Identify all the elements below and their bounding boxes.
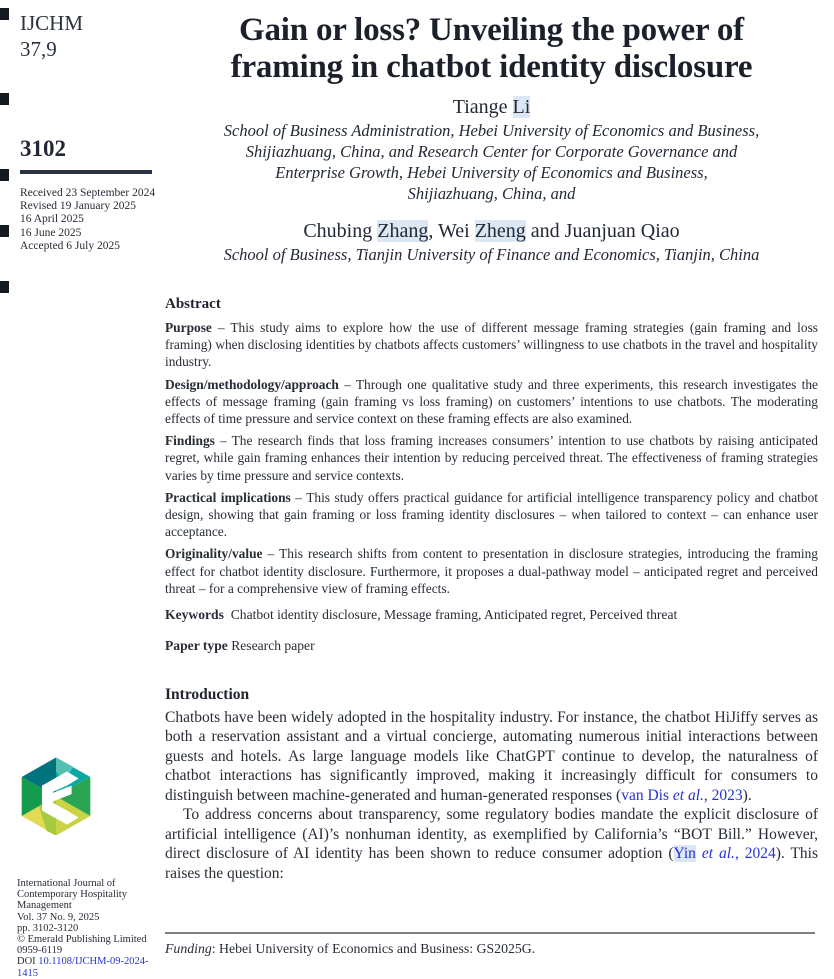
affiliation-line: Shijiazhuang, China, and (407, 184, 576, 203)
abstract-findings (165, 432, 818, 484)
paper-type-value: Research paper (227, 637, 315, 653)
intro-text: ). (742, 786, 752, 804)
intro-text: To address concerns about transparency, some regulatory bodies mandate the explicit disclosure of artificial intelligence (AI)’s nonhuman identity, as exemplified by California’s “BOT Bill.” However, direct disclosure of AI identity has been shown to reduce consumer adoption ( (165, 806, 818, 863)
copyright-line: © Emerald Publishing Limited (17, 934, 147, 946)
introduction-paragraph-1 (165, 708, 818, 806)
abstract-heading: Abstract (165, 296, 221, 312)
article-title-line-2: framing in chatbot identity disclosure (230, 49, 753, 85)
page-edge-mark (0, 281, 9, 293)
author-first-name: , Wei (428, 220, 475, 242)
affiliation-line: School of Business, Tianjin University of Finance and Economics, Tianjin, China (223, 245, 760, 264)
doi-line (17, 956, 167, 978)
author-name-text: and Juanjuan Qiao (525, 220, 680, 242)
author-surname-highlight: Li (512, 96, 531, 118)
page-number-rule (20, 170, 152, 174)
keywords-list: Chatbot identity disclosure, Message framing, Anticipated regret, Perceived threat (223, 607, 678, 623)
affiliation-group-1 (165, 120, 818, 204)
journal-imprint (17, 878, 167, 979)
keywords-line (165, 606, 818, 623)
keywords-label: Keywords (165, 607, 224, 623)
doi-link[interactable]: 10.1108/IJCHM-09-2024-1415 (17, 956, 149, 979)
affiliation-line: Enterprise Growth, Hebei University of Economics and Business, (275, 163, 708, 182)
intro-text: ). This raises the question: (165, 845, 818, 882)
paper-type-line (165, 637, 818, 654)
history-received: Received 23 September 2024 (20, 187, 156, 199)
volume-info: Vol. 37 No. 9, 2025 (17, 911, 100, 923)
journal-masthead (20, 10, 83, 62)
author-surname-highlight: Zhang (377, 220, 429, 242)
abstract-label: Design/methodology/approach (165, 376, 339, 392)
page-edge-mark (0, 8, 9, 20)
doi-label: DOI (17, 956, 39, 968)
author-surname-highlight: Zheng (474, 220, 526, 242)
funding-note (165, 940, 815, 957)
issn: 0959-6119 (17, 945, 63, 957)
author-first-name: Tiange (452, 96, 513, 118)
author-name-group-1 (165, 95, 818, 119)
history-revised-2: 16 April 2025 (20, 213, 84, 226)
article-title-line-1: Gain or loss? Unveiling the power of (239, 12, 744, 48)
citation-yin-2024[interactable]: , 2024 (734, 845, 776, 863)
paper-type-label: Paper type (165, 637, 228, 653)
abstract-text: – This research shifts from content to presentation in disclosure strategies, introducing the framing effect for chatbot identity disclosure. Furthermore, it proposes a dual-pathway model – anticipated regret and perceived threat – for a comprehensive view of framing effects. (165, 546, 818, 596)
citation-yin-2024[interactable]: et al. (701, 845, 735, 863)
introduction-paragraph-2 (165, 805, 818, 883)
intro-text: Chatbots have been widely adopted in the hospitality industry. For instance, the chatbot HiJiffy serves as both a reservation assistant and a virtual concierge, automating numerous initial interactions between guests and hotels. As large language models like ChatGPT continue to develop, the naturalness of chatbot interactions has significantly improved, making it increasingly difficult for consumers to distinguish between machine-generated and human-generated responses ( (165, 708, 818, 804)
abstract-text: – The research finds that loss framing increases consumers’ intention to use chatbots by raising anticipated regret, while gain framing enhances their intention by reducing perceived threat. The effectiveness of framing strategies varies by time pressure and service contexts. (165, 433, 818, 483)
citation-van-dis-2023[interactable]: et al. (672, 786, 704, 804)
author-first-name: Chubing (303, 220, 378, 242)
abstract-label: Purpose (165, 320, 212, 335)
history-accepted: Accepted 6 July 2025 (20, 239, 120, 252)
article-main-column (165, 0, 818, 883)
journal-title-line: International Journal of (17, 878, 116, 889)
volume-issue: 37,9 (20, 37, 57, 61)
funding-text: : Hebei University of Economics and Business: GS2025G. (211, 941, 536, 956)
abstract-originality (165, 545, 818, 597)
abstract-text: – This study aims to explore how the use of different message framing strategies (gain framing and loss framing) when disclosing identities by chatbots affects customers’ willingness to use chatbots in the travel and hospitality industry. (165, 320, 818, 370)
abstract-practical-implications (165, 489, 818, 541)
abstract-label: Practical implications (165, 489, 291, 505)
affiliation-group-2 (165, 244, 818, 265)
abstract-purpose (165, 319, 818, 371)
history-revised: Revised 19 January 2025 (20, 200, 136, 213)
emerald-publishing-logo-icon (17, 755, 95, 838)
introduction-heading: Introduction (165, 685, 250, 703)
affiliation-line: Shijiazhuang, China, and Research Center for Corporate Governance and (245, 142, 738, 161)
abstract-label: Originality/value (165, 546, 263, 562)
journal-abbreviation: IJCHM (20, 11, 84, 35)
abstract-label: Findings (165, 433, 215, 449)
citation-yin-2024[interactable]: Yin (673, 845, 696, 863)
abstract-design (165, 376, 818, 428)
funding-label: Funding (165, 941, 212, 956)
history-revised-3: 16 June 2025 (20, 226, 82, 239)
page-number: 3102 (20, 136, 66, 161)
page-edge-mark (0, 93, 9, 105)
journal-title-line: Management (17, 900, 72, 912)
citation-van-dis-2023[interactable]: van Dis (621, 786, 673, 804)
footnote-rule (165, 932, 815, 934)
journal-title-line: Contemporary Hospitality (17, 889, 127, 901)
page-edge-mark (0, 225, 9, 237)
affiliation-line: School of Business Administration, Hebei University of Economics and Business, (223, 121, 760, 140)
abstract-text: – Through one qualitative study and three experiments, this research investigates the effects of message framing (gain framing vs loss framing) on customers’ intentions to use chatbots. The moderating effects of time pressure and service context on these framing effects are also examined. (165, 376, 818, 427)
citation-van-dis-2023[interactable]: , 2023 (703, 786, 743, 804)
article-history (20, 187, 160, 253)
author-name-group-2 (165, 219, 818, 243)
abstract-text: – This study offers practical guidance for artificial intelligence transparency policy and chatbot design, showing that gain framing or loss framing identity disclosures – when tailored to context – can enhance user acceptance. (165, 489, 818, 540)
article-title (165, 12, 818, 86)
page-edge-mark (0, 169, 9, 181)
pages-info: pp. 3102-3120 (17, 922, 79, 934)
